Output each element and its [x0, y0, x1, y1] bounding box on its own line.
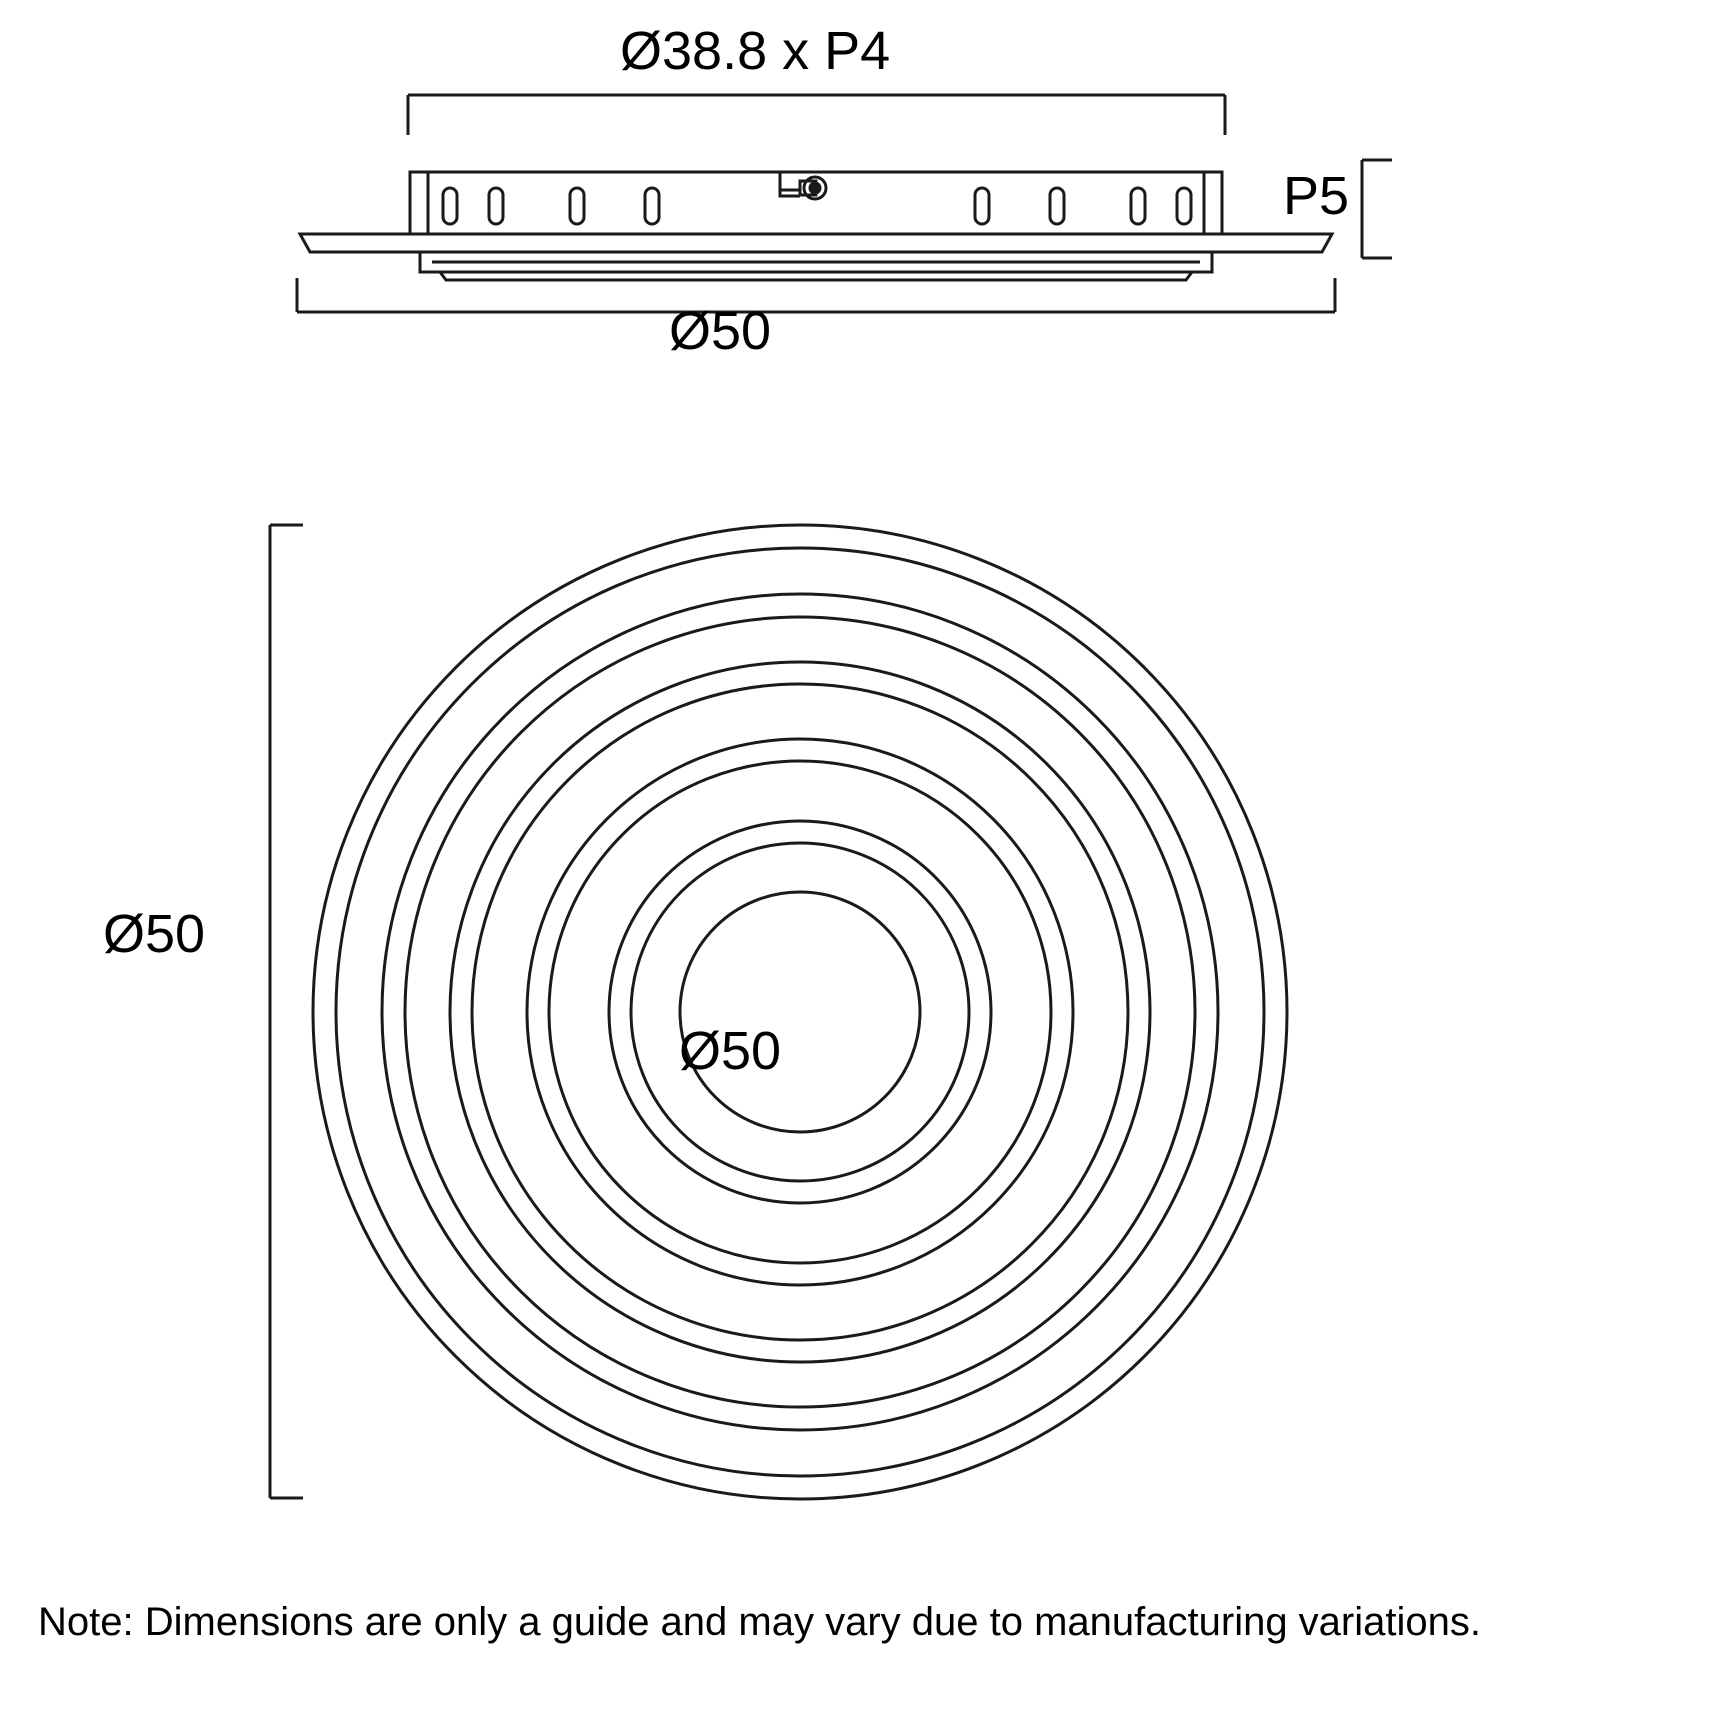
overall-width-label: Ø50	[669, 301, 772, 361]
cable-entry-detail	[780, 172, 826, 199]
height-dimension-label: P5	[1283, 166, 1350, 226]
plan-overall-diameter-label: Ø50	[103, 904, 206, 964]
plan-view-concentric-circles	[313, 525, 1287, 1499]
height-dimension-bracket	[1362, 160, 1392, 258]
overall-width-dimension	[297, 278, 1335, 312]
top-dimension-line	[408, 95, 1225, 135]
plan-height-dimension-bracket	[270, 525, 303, 1498]
manufacturing-note: Note: Dimensions are only a guide and may vary due to manufacturing variations.	[38, 1600, 1481, 1644]
top-dimension-label: Ø38.8 x P4	[620, 21, 891, 81]
plan-inner-diameter-label: Ø50	[679, 1021, 782, 1081]
